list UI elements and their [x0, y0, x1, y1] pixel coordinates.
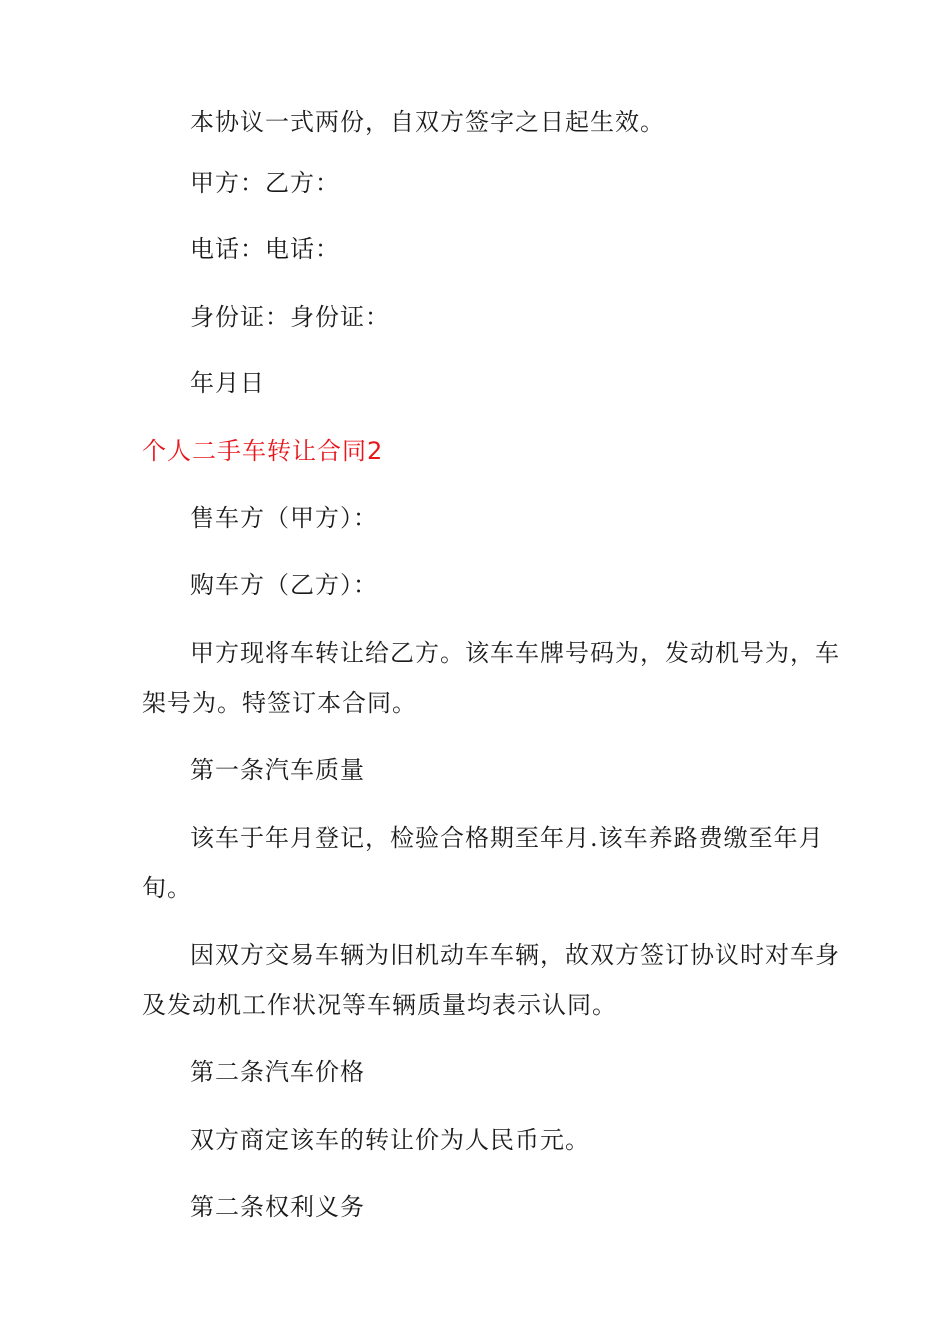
buyer-line: 购车方（乙方）：: [190, 571, 378, 599]
date-line: 年月日: [190, 369, 265, 397]
effective-clause: 本协议一式两份，自双方签字之日起生效。: [190, 108, 665, 136]
transfer-paragraph-line-1: 甲方现将车转让给乙方。该车车牌号码为，发动机号为，车: [190, 639, 840, 667]
article-3-title: 第二条权利义务: [190, 1193, 365, 1221]
transfer-paragraph-line-2: 架号为。特签订本合同。: [142, 689, 417, 717]
party-signature-line: 甲方：乙方：: [190, 169, 340, 197]
article-2-paragraph: 双方商定该车的转让价为人民币元。: [190, 1126, 590, 1154]
contract-heading: 个人二手车转让合同2: [142, 437, 384, 465]
phone-line: 电话：电话：: [190, 235, 340, 263]
article-1-paragraph-1-line-1: 该车于年月登记，检验合格期至年月.该车养路费缴至年月: [190, 824, 824, 852]
article-2-title: 第二条汽车价格: [190, 1058, 365, 1086]
article-1-paragraph-1-line-2: 旬。: [142, 874, 192, 902]
seller-line: 售车方（甲方）：: [190, 504, 378, 532]
article-1-title: 第一条汽车质量: [190, 756, 365, 784]
article-1-paragraph-2-line-2: 及发动机工作状况等车辆质量均表示认同。: [142, 991, 617, 1019]
id-card-line: 身份证：身份证：: [190, 303, 390, 331]
article-1-paragraph-2-line-1: 因双方交易车辆为旧机动车车辆，故双方签订协议时对车身: [190, 941, 840, 969]
